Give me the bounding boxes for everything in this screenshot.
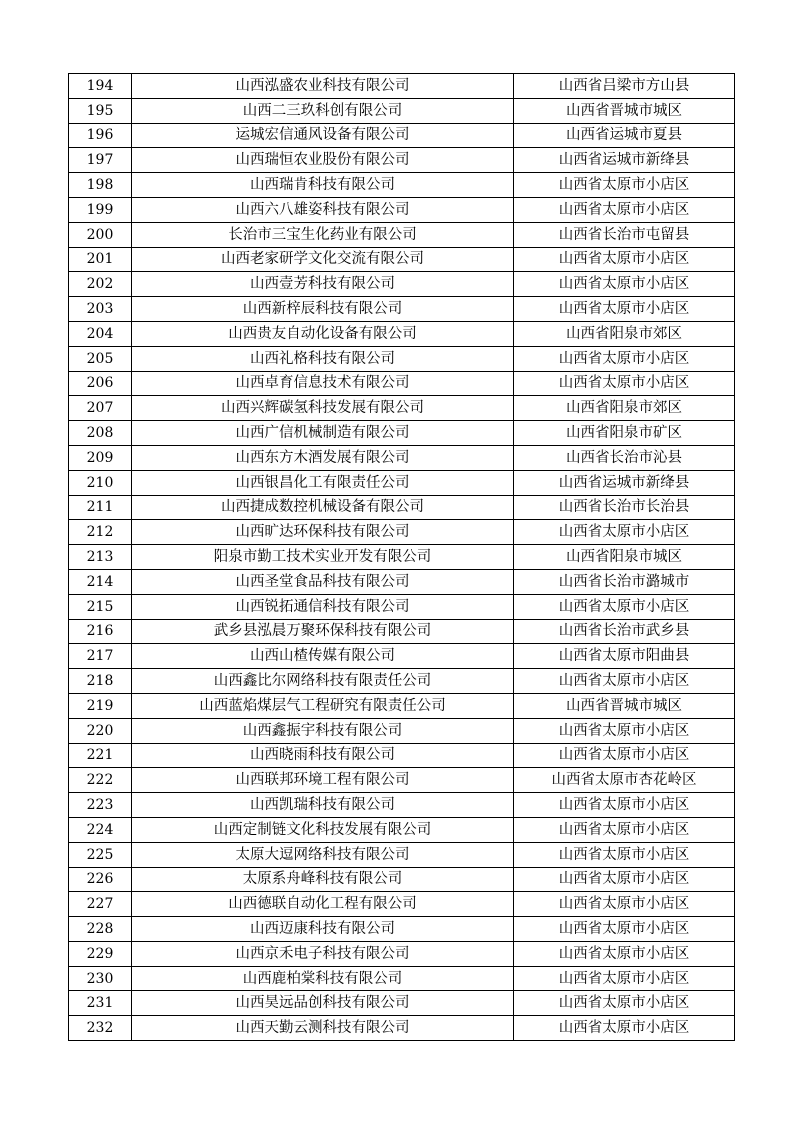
table-row (69, 371, 735, 396)
table-row (69, 470, 735, 495)
row-number-cell: 228 (69, 917, 132, 942)
location-cell: 山西省阳泉市矿区 (514, 421, 735, 446)
table-row (69, 98, 735, 123)
location-cell: 山西省太原市小店区 (514, 272, 735, 297)
company-name-cell: 山西瑞恒农业股份有限公司 (132, 148, 514, 173)
location-cell: 山西省长治市潞城市 (514, 569, 735, 594)
location-cell: 山西省太原市小店区 (514, 247, 735, 272)
table-row (69, 941, 735, 966)
location-cell: 山西省太原市小店区 (514, 991, 735, 1016)
location-cell: 山西省太原市小店区 (514, 520, 735, 545)
location-cell: 山西省太原市杏花岭区 (514, 768, 735, 793)
table-row (69, 396, 735, 421)
row-number-cell: 226 (69, 867, 132, 892)
company-name-cell: 太原大逗网络科技有限公司 (132, 842, 514, 867)
company-list-table (68, 73, 735, 1041)
table-row (69, 867, 735, 892)
location-cell: 山西省运城市新绛县 (514, 470, 735, 495)
table-row (69, 594, 735, 619)
location-cell: 山西省太原市小店区 (514, 966, 735, 991)
company-name-cell: 山西锐拓通信科技有限公司 (132, 594, 514, 619)
row-number-cell: 224 (69, 817, 132, 842)
table-row (69, 222, 735, 247)
table-row (69, 74, 735, 99)
location-cell: 山西省长治市长治县 (514, 495, 735, 520)
company-name-cell: 山西卓育信息技术有限公司 (132, 371, 514, 396)
company-name-cell: 山西六八雄姿科技有限公司 (132, 197, 514, 222)
location-cell: 山西省太原市小店区 (514, 892, 735, 917)
table-row (69, 272, 735, 297)
table-row (69, 173, 735, 198)
row-number-cell: 222 (69, 768, 132, 793)
table-row (69, 297, 735, 322)
row-number-cell: 230 (69, 966, 132, 991)
table-row (69, 743, 735, 768)
table-row (69, 718, 735, 743)
location-cell: 山西省太原市小店区 (514, 1016, 735, 1041)
company-name-cell: 阳泉市勤工技术实业开发有限公司 (132, 545, 514, 570)
row-number-cell: 232 (69, 1016, 132, 1041)
row-number-cell: 209 (69, 445, 132, 470)
row-number-cell: 225 (69, 842, 132, 867)
table-row (69, 644, 735, 669)
row-number-cell: 205 (69, 346, 132, 371)
company-name-cell: 山西定制链文化科技发展有限公司 (132, 817, 514, 842)
row-number-cell: 197 (69, 148, 132, 173)
location-cell: 山西省长治市武乡县 (514, 619, 735, 644)
location-cell: 山西省太原市小店区 (514, 842, 735, 867)
location-cell: 山西省太原市小店区 (514, 371, 735, 396)
location-cell: 山西省阳泉市郊区 (514, 321, 735, 346)
row-number-cell: 208 (69, 421, 132, 446)
location-cell: 山西省太原市小店区 (514, 197, 735, 222)
table-row (69, 842, 735, 867)
table-row (69, 619, 735, 644)
table-row (69, 917, 735, 942)
row-number-cell: 213 (69, 545, 132, 570)
company-name-cell: 山西德联自动化工程有限公司 (132, 892, 514, 917)
table-row (69, 545, 735, 570)
row-number-cell: 200 (69, 222, 132, 247)
company-name-cell: 山西鑫振宇科技有限公司 (132, 718, 514, 743)
row-number-cell: 229 (69, 941, 132, 966)
company-name-cell: 山西山楂传媒有限公司 (132, 644, 514, 669)
table-row (69, 768, 735, 793)
table-row (69, 693, 735, 718)
table-row (69, 346, 735, 371)
company-name-cell: 山西广信机械制造有限公司 (132, 421, 514, 446)
location-cell: 山西省太原市小店区 (514, 346, 735, 371)
location-cell: 山西省晋城市城区 (514, 98, 735, 123)
location-cell: 山西省太原市小店区 (514, 173, 735, 198)
table-row (69, 1016, 735, 1041)
table-row (69, 445, 735, 470)
row-number-cell: 204 (69, 321, 132, 346)
company-name-cell: 山西迈康科技有限公司 (132, 917, 514, 942)
company-name-cell: 山西银昌化工有限责任公司 (132, 470, 514, 495)
table-row (69, 966, 735, 991)
location-cell: 山西省太原市小店区 (514, 743, 735, 768)
table-row (69, 669, 735, 694)
row-number-cell: 231 (69, 991, 132, 1016)
location-cell: 山西省阳泉市郊区 (514, 396, 735, 421)
table-row (69, 793, 735, 818)
row-number-cell: 202 (69, 272, 132, 297)
location-cell: 山西省太原市小店区 (514, 669, 735, 694)
company-name-cell: 山西昊远品创科技有限公司 (132, 991, 514, 1016)
company-name-cell: 山西兴辉碳氢科技发展有限公司 (132, 396, 514, 421)
location-cell: 山西省太原市小店区 (514, 594, 735, 619)
location-cell: 山西省晋城市城区 (514, 693, 735, 718)
company-name-cell: 山西泓盛农业科技有限公司 (132, 74, 514, 99)
row-number-cell: 212 (69, 520, 132, 545)
table-row (69, 817, 735, 842)
company-name-cell: 长治市三宝生化药业有限公司 (132, 222, 514, 247)
table-row (69, 569, 735, 594)
row-number-cell: 223 (69, 793, 132, 818)
row-number-cell: 207 (69, 396, 132, 421)
company-name-cell: 山西鹿柏棠科技有限公司 (132, 966, 514, 991)
location-cell: 山西省太原市小店区 (514, 941, 735, 966)
company-name-cell: 山西老家研学文化交流有限公司 (132, 247, 514, 272)
company-name-cell: 山西壹芳科技有限公司 (132, 272, 514, 297)
company-name-cell: 山西京禾电子科技有限公司 (132, 941, 514, 966)
table-row (69, 991, 735, 1016)
company-name-cell: 山西瑞肯科技有限公司 (132, 173, 514, 198)
table-body (69, 74, 735, 1041)
company-name-cell: 山西旷达环保科技有限公司 (132, 520, 514, 545)
company-name-cell: 山西鑫比尔网络科技有限责任公司 (132, 669, 514, 694)
row-number-cell: 195 (69, 98, 132, 123)
company-name-cell: 山西联邦环境工程有限公司 (132, 768, 514, 793)
row-number-cell: 210 (69, 470, 132, 495)
location-cell: 山西省阳泉市城区 (514, 545, 735, 570)
company-name-cell: 运城宏信通风设备有限公司 (132, 123, 514, 148)
row-number-cell: 214 (69, 569, 132, 594)
company-name-cell: 山西新梓辰科技有限公司 (132, 297, 514, 322)
row-number-cell: 198 (69, 173, 132, 198)
row-number-cell: 201 (69, 247, 132, 272)
table-row (69, 247, 735, 272)
company-name-cell: 山西天勤云测科技有限公司 (132, 1016, 514, 1041)
company-name-cell: 山西捷成数控机械设备有限公司 (132, 495, 514, 520)
location-cell: 山西省太原市阳曲县 (514, 644, 735, 669)
row-number-cell: 218 (69, 669, 132, 694)
location-cell: 山西省太原市小店区 (514, 867, 735, 892)
location-cell: 山西省长治市沁县 (514, 445, 735, 470)
location-cell: 山西省运城市新绛县 (514, 148, 735, 173)
company-name-cell: 山西东方木酒发展有限公司 (132, 445, 514, 470)
location-cell: 山西省太原市小店区 (514, 817, 735, 842)
row-number-cell: 199 (69, 197, 132, 222)
row-number-cell: 196 (69, 123, 132, 148)
table-row (69, 421, 735, 446)
location-cell: 山西省太原市小店区 (514, 793, 735, 818)
company-name-cell: 武乡县泓晨万聚环保科技有限公司 (132, 619, 514, 644)
location-cell: 山西省太原市小店区 (514, 917, 735, 942)
row-number-cell: 206 (69, 371, 132, 396)
location-cell: 山西省太原市小店区 (514, 297, 735, 322)
row-number-cell: 216 (69, 619, 132, 644)
location-cell: 山西省太原市小店区 (514, 718, 735, 743)
row-number-cell: 217 (69, 644, 132, 669)
row-number-cell: 220 (69, 718, 132, 743)
company-name-cell: 山西蓝焰煤层气工程研究有限责任公司 (132, 693, 514, 718)
company-name-cell: 山西晓雨科技有限公司 (132, 743, 514, 768)
location-cell: 山西省长治市屯留县 (514, 222, 735, 247)
table-row (69, 123, 735, 148)
company-name-cell: 山西二三玖科创有限公司 (132, 98, 514, 123)
row-number-cell: 211 (69, 495, 132, 520)
row-number-cell: 219 (69, 693, 132, 718)
location-cell: 山西省吕梁市方山县 (514, 74, 735, 99)
company-name-cell: 山西贵友自动化设备有限公司 (132, 321, 514, 346)
table-row (69, 520, 735, 545)
table-row (69, 495, 735, 520)
table-row (69, 892, 735, 917)
location-cell: 山西省运城市夏县 (514, 123, 735, 148)
row-number-cell: 194 (69, 74, 132, 99)
table-row (69, 321, 735, 346)
table-row (69, 148, 735, 173)
row-number-cell: 221 (69, 743, 132, 768)
company-name-cell: 山西凯瑞科技有限公司 (132, 793, 514, 818)
row-number-cell: 227 (69, 892, 132, 917)
company-name-cell: 太原系舟峰科技有限公司 (132, 867, 514, 892)
company-name-cell: 山西礼格科技有限公司 (132, 346, 514, 371)
table-row (69, 197, 735, 222)
company-name-cell: 山西圣堂食品科技有限公司 (132, 569, 514, 594)
row-number-cell: 215 (69, 594, 132, 619)
row-number-cell: 203 (69, 297, 132, 322)
